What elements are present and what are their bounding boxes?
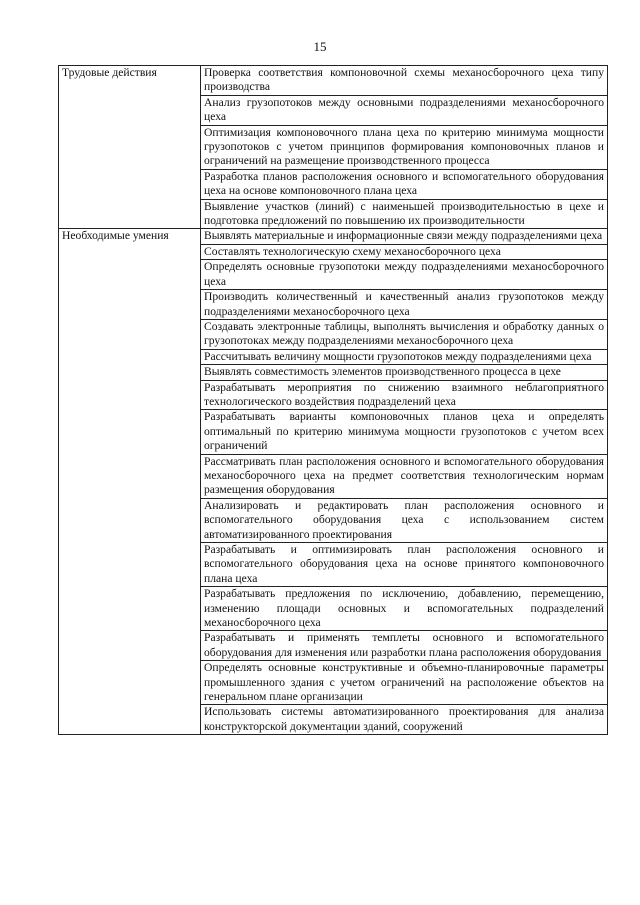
qualification-table-body — [59, 66, 608, 735]
section-item: Рассматривать план расположения основного и вспомогательного оборудования механосборочного цеха на предмет соответствия технологическим нормам размещения оборудования — [201, 454, 608, 498]
table-row — [59, 66, 608, 96]
section-item: Разрабатывать варианты компоновочных планов цеха и определять оптимальный по критерию минимума мощности грузопотоков с учетом всех ограничений — [201, 410, 608, 454]
section-item: Оптимизация компоновочного плана цеха по критерию минимума мощности грузопотоков с учетом принципов формирования компоновочных планов и ограничений на размещение производственного процесса — [201, 125, 608, 169]
section-item: Разрабатывать предложения по исключению, добавлению, перемещению, изменению площади основных и вспомогательных подразделений механосборочного цеха — [201, 587, 608, 631]
qualification-table — [58, 65, 608, 735]
section-item: Определять основные конструктивные и объемно-планировочные параметры промышленного здания с учетом ограничений на расположение объектов на генеральном плане организации — [201, 661, 608, 705]
section-item: Определять основные грузопотоки между подразделениями механосборочного цеха — [201, 260, 608, 290]
section-item: Использовать системы автоматизированного проектирования для анализа конструкторской документации зданий, сооружений — [201, 705, 608, 735]
section-item: Анализировать и редактировать план расположения основного и вспомогательного оборудования цеха с использованием систем автоматизированного проектирования — [201, 498, 608, 542]
table-row — [59, 229, 608, 244]
section-item: Разрабатывать и оптимизировать план расположения основного и вспомогательного оборудования цеха на основе принятого компоновочного плана цеха — [201, 543, 608, 587]
page-number: 15 — [313, 39, 327, 54]
section-item: Производить количественный и качественный анализ грузопотоков между подразделениями механосборочного цеха — [201, 290, 608, 320]
section-item: Разрабатывать мероприятия по снижению взаимного неблагоприятного технологического воздействия подразделений цеха — [201, 380, 608, 410]
section-item: Разработка планов расположения основного и вспомогательного оборудования цеха на основе компоновочного плана цеха — [201, 169, 608, 199]
section-item: Выявлять материальные и информационные связи между подразделениями цеха — [201, 229, 608, 244]
section-item: Проверка соответствия компоновочной схемы механосборочного цеха типу производства — [201, 66, 608, 96]
section-label: Трудовые действия — [59, 66, 201, 229]
section-item: Выявление участков (линий) с наименьшей производительностью в цехе и подготовка предложений по повышению их производительности — [201, 199, 608, 229]
section-item: Рассчитывать величину мощности грузопотоков между подразделениями цеха — [201, 349, 608, 364]
section-item: Разрабатывать и применять темплеты основного и вспомогательного оборудования для изменения или разработки плана расположения оборудования — [201, 631, 608, 661]
section-label: Необходимые умения — [59, 229, 201, 735]
section-item: Составлять технологическую схему механосборочного цеха — [201, 244, 608, 259]
section-item: Выявлять совместимость элементов производственного процесса в цехе — [201, 365, 608, 380]
section-item: Создавать электронные таблицы, выполнять вычисления и обработку данных о грузопотоках между подразделениями механосборочного цеха — [201, 319, 608, 349]
section-item: Анализ грузопотоков между основными подразделениями механосборочного цеха — [201, 95, 608, 125]
